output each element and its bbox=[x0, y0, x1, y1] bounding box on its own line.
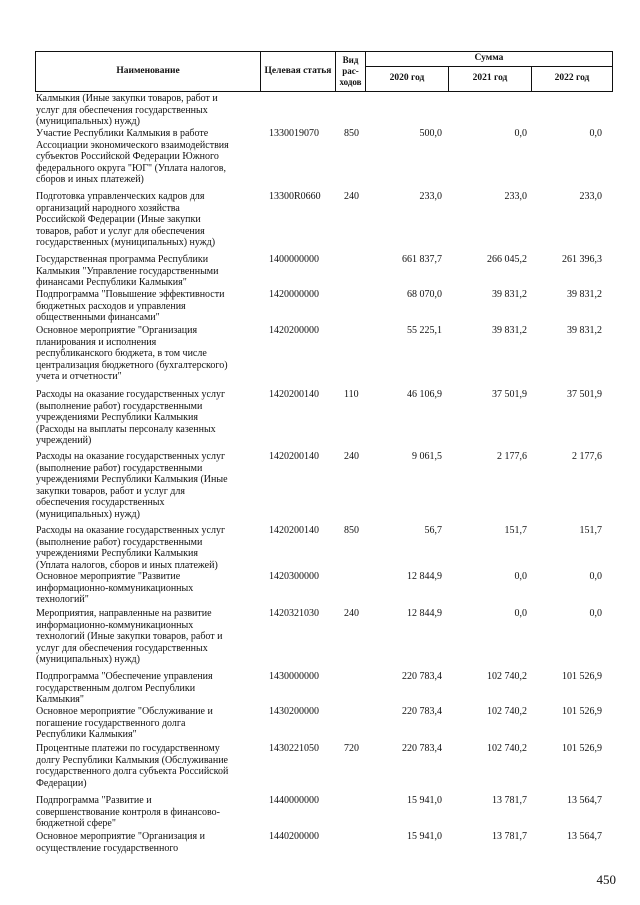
row-value-2021: 151,7 bbox=[504, 525, 527, 536]
row-value-2021: 39 831,2 bbox=[492, 325, 527, 336]
header-sum: Сумма bbox=[365, 51, 613, 67]
row-value-2021: 266 045,2 bbox=[487, 254, 527, 265]
row-code: 1420200140 bbox=[269, 451, 319, 462]
row-value-2021: 102 740,2 bbox=[487, 706, 527, 717]
row-code: 1430000000 bbox=[269, 671, 319, 682]
row-name: Участие Республики Калмыкия в работе Ассоциации экономического взаимодействия субъектов Российской Федерации Южного федерального округа "ЮГ" (Уплата налогов, сборов и иных платежей) bbox=[36, 128, 229, 186]
row-value-2020: 220 783,4 bbox=[402, 671, 442, 682]
row-name: Мероприятия, направленные на развитие информационно-коммуникационных технологий (Иные закупки товаров, работ и услуг для обеспечения государственных (муниципальных) нужд) bbox=[36, 608, 223, 666]
row-code: 1420200140 bbox=[269, 525, 319, 536]
row-name: Основное мероприятие "Организация планирования и исполнения республиканского бюджета, в том числе централизация бюджетного (бухгалтерского) учета и отчетности" bbox=[36, 325, 228, 383]
row-name: Расходы на оказание государственных услуг (выполнение работ) государственными учреждениями Республики Калмыкия (Расходы на выплаты персоналу казенных учреждений) bbox=[36, 389, 226, 447]
row-value-2020: 500,0 bbox=[419, 128, 442, 139]
row-value-2022: 233,0 bbox=[579, 191, 602, 202]
row-expense-kind: 720 bbox=[344, 743, 359, 754]
page-number: 450 bbox=[596, 872, 616, 887]
header-name: Наименование bbox=[35, 51, 261, 92]
row-code: 1420321030 bbox=[269, 608, 319, 619]
header-kind: Вид рас-ходов bbox=[335, 51, 366, 92]
header-2022: 2022 год bbox=[531, 66, 613, 92]
header-code: Целевая статья bbox=[260, 51, 336, 92]
row-value-2022: 0,0 bbox=[589, 571, 602, 582]
row-value-2022: 37 501,9 bbox=[567, 389, 602, 400]
row-value-2021: 2 177,6 bbox=[497, 451, 527, 462]
row-value-2022: 13 564,7 bbox=[567, 795, 602, 806]
row-value-2021: 39 831,2 bbox=[492, 289, 527, 300]
row-value-2022: 0,0 bbox=[589, 608, 602, 619]
row-expense-kind: 850 bbox=[344, 128, 359, 139]
row-value-2020: 12 844,9 bbox=[407, 571, 442, 582]
row-code: 13300R0660 bbox=[269, 191, 321, 202]
row-value-2022: 39 831,2 bbox=[567, 289, 602, 300]
row-value-2021: 233,0 bbox=[504, 191, 527, 202]
row-name: Подпрограмма "Развитие и совершенствование контроля в финансово- бюджетной сфере" bbox=[36, 795, 220, 830]
row-value-2020: 68 070,0 bbox=[407, 289, 442, 300]
row-value-2020: 15 941,0 bbox=[407, 795, 442, 806]
row-value-2022: 101 526,9 bbox=[562, 706, 602, 717]
row-value-2021: 0,0 bbox=[514, 608, 527, 619]
row-name: Калмыкия (Иные закупки товаров, работ и услуг для обеспечения государственных (муниципальных) нужд) bbox=[36, 93, 218, 128]
row-value-2022: 39 831,2 bbox=[567, 325, 602, 336]
row-value-2021: 13 781,7 bbox=[492, 795, 527, 806]
row-name: Основное мероприятие "Развитие информационно-коммуникационных технологий" bbox=[36, 571, 194, 606]
row-name: Процентные платежи по государственному долгу Республики Калмыкия (Обслуживание государственного долга субъекта Российской Федерации) bbox=[36, 743, 229, 789]
row-name: Расходы на оказание государственных услуг (выполнение работ) государственными учреждениями Республики Калмыкия (Иные закупки товаров, работ и услуг для обеспечения государственных (муниципальных) нужд) bbox=[36, 451, 228, 520]
row-name: Подготовка управленческих кадров для организаций народного хозяйства Российской Федерации (Иные закупки товаров, работ и услуг для обеспечения государственных (муниципальных) нужд) bbox=[36, 191, 216, 249]
row-value-2020: 220 783,4 bbox=[402, 706, 442, 717]
row-value-2020: 15 941,0 bbox=[407, 831, 442, 842]
row-expense-kind: 240 bbox=[344, 608, 359, 619]
row-value-2020: 46 106,9 bbox=[407, 389, 442, 400]
row-value-2022: 0,0 bbox=[589, 128, 602, 139]
row-value-2021: 13 781,7 bbox=[492, 831, 527, 842]
row-name: Расходы на оказание государственных услуг (выполнение работ) государственными учреждениями Республики Калмыкия (Уплата налогов, сборов и иных платежей) bbox=[36, 525, 226, 571]
row-name: Подпрограмма "Обеспечение управления государственным долгом Республики Калмыкия" bbox=[36, 671, 213, 706]
row-code: 1420300000 bbox=[269, 571, 319, 582]
row-code: 1330019070 bbox=[269, 128, 319, 139]
row-value-2021: 0,0 bbox=[514, 571, 527, 582]
header-2020: 2020 год bbox=[365, 66, 449, 92]
row-expense-kind: 240 bbox=[344, 191, 359, 202]
row-value-2020: 661 837,7 bbox=[402, 254, 442, 265]
row-name: Основное мероприятие "Организация и осуществление государственного bbox=[36, 831, 205, 854]
row-code: 1440200000 bbox=[269, 831, 319, 842]
row-value-2020: 9 061,5 bbox=[412, 451, 442, 462]
row-value-2020: 220 783,4 bbox=[402, 743, 442, 754]
row-value-2020: 12 844,9 bbox=[407, 608, 442, 619]
row-value-2020: 55 225,1 bbox=[407, 325, 442, 336]
row-code: 1420000000 bbox=[269, 289, 319, 300]
row-code: 1440000000 bbox=[269, 795, 319, 806]
row-value-2021: 37 501,9 bbox=[492, 389, 527, 400]
row-value-2021: 0,0 bbox=[514, 128, 527, 139]
row-value-2022: 261 396,3 bbox=[562, 254, 602, 265]
row-value-2021: 102 740,2 bbox=[487, 671, 527, 682]
row-expense-kind: 850 bbox=[344, 525, 359, 536]
row-name: Основное мероприятие "Обслуживание и погашение государственного долга Республики Калмыкия" bbox=[36, 706, 213, 741]
row-value-2020: 233,0 bbox=[419, 191, 442, 202]
row-value-2022: 2 177,6 bbox=[572, 451, 602, 462]
row-code: 1420200140 bbox=[269, 389, 319, 400]
row-value-2022: 101 526,9 bbox=[562, 671, 602, 682]
row-code: 1430221050 bbox=[269, 743, 319, 754]
row-code: 1420200000 bbox=[269, 325, 319, 336]
row-value-2021: 102 740,2 bbox=[487, 743, 527, 754]
row-value-2022: 101 526,9 bbox=[562, 743, 602, 754]
row-code: 1400000000 bbox=[269, 254, 319, 265]
row-value-2022: 13 564,7 bbox=[567, 831, 602, 842]
row-name: Государственная программа Республики Калмыкия "Управление государственными финансами Республики Калмыкия" bbox=[36, 254, 219, 289]
row-value-2020: 56,7 bbox=[424, 525, 442, 536]
row-expense-kind: 110 bbox=[344, 389, 359, 400]
row-code: 1430200000 bbox=[269, 706, 319, 717]
row-value-2022: 151,7 bbox=[579, 525, 602, 536]
row-name: Подпрограмма "Повышение эффективности бюджетных расходов и управления общественными финансами" bbox=[36, 289, 225, 324]
header-2021: 2021 год bbox=[448, 66, 532, 92]
row-expense-kind: 240 bbox=[344, 451, 359, 462]
